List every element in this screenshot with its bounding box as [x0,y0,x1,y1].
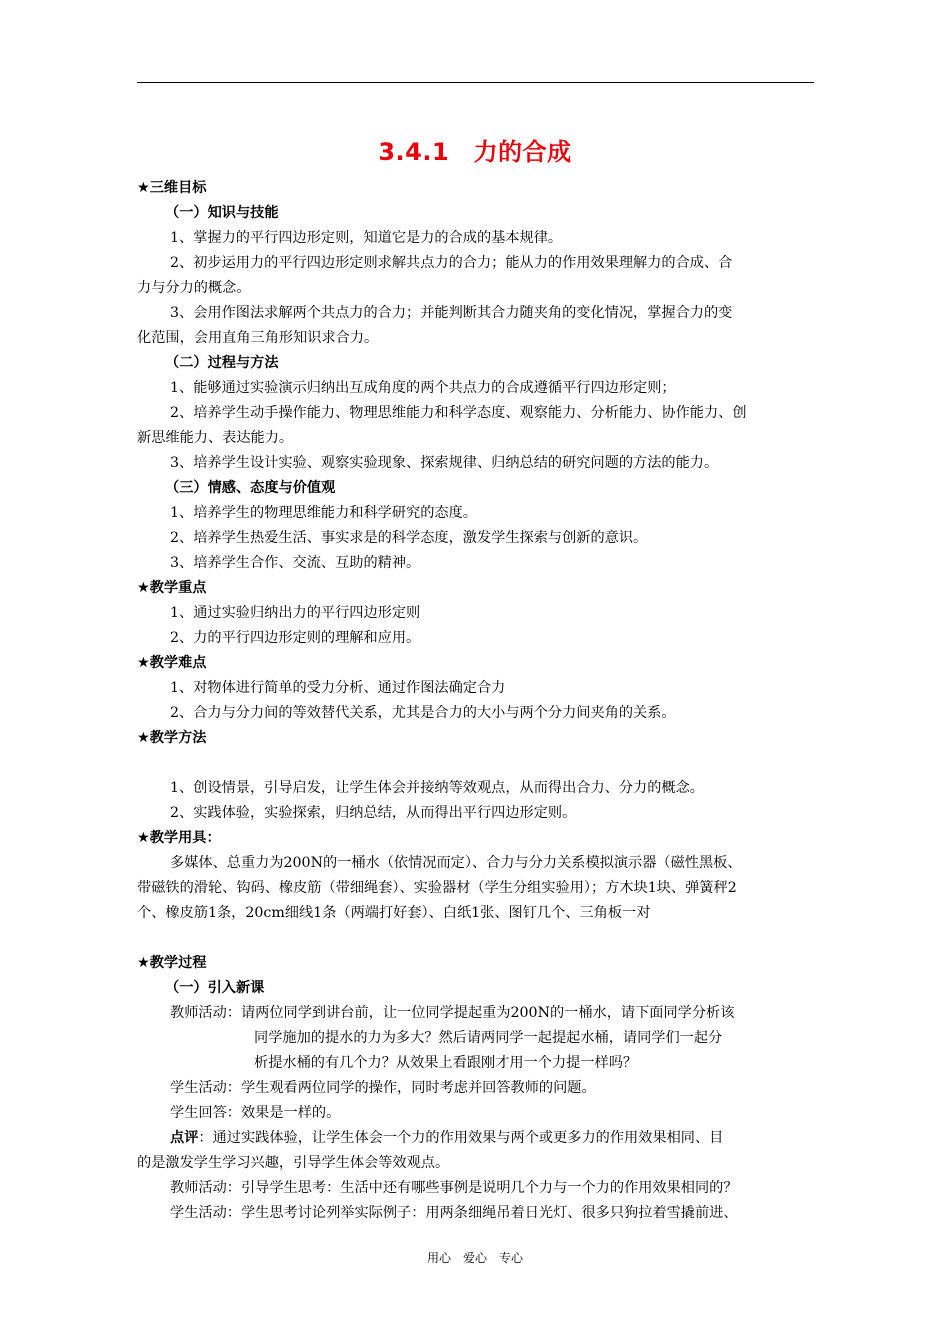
section-difficulties: ★教学难点 [137,655,207,671]
paragraph-line: 2、初步运用力的平行四边形定则求解共点力的合力；能从力的作用效果理解力的合成、合 [170,255,733,271]
paragraph-line: 1、对物体进行简单的受力分析、通过作图法确定合力 [170,680,506,696]
paragraph-line: 1、能够通过实验演示归纳出互成角度的两个共点力的合成遵循平行四边形定则； [170,380,676,396]
page-footer: 用心 爱心 专心 [426,1251,523,1265]
paragraph-line: 2、培养学生动手操作能力、物理思维能力和科学态度、观察能力、分析能力、协作能力、创 [170,405,747,421]
paragraph-line: 学生活动：学生观看两位同学的操作，同时考虑并回答教师的问题。 [170,1080,596,1096]
comment-text: ：通过实践体验，让学生体会一个力的作用效果与两个或更多力的作用效果相同、目 [198,1130,724,1146]
paragraph-line: 3、会用作图法求解两个共点力的合力；并能判断其合力随夹角的变化情况，掌握合力的变 [170,305,733,321]
paragraph-line: 2、实践体验，实验探索，归纳总结，从而得出平行四边形定则。 [170,805,577,821]
paragraph-line: 3、培养学生设计实验、观察实验现象、探索规律、归纳总结的研究问题的方法的能力。 [170,455,719,471]
section-methods: ★教学方法 [137,730,207,746]
paragraph-line: 2、培养学生热爱生活、事实求是的科学态度，激发学生探索与创新的意识。 [170,530,648,546]
header-rule [137,82,814,83]
paragraph-line: 的是激发学生学习兴趣，引导学生体会等效观点。 [137,1155,450,1171]
subsection-emotion: （三）情感、态度与价值观 [165,480,336,496]
section-procedure: ★教学过程 [137,955,207,971]
paragraph-line: 力与分力的概念。 [137,280,251,296]
paragraph-line: 多媒体、总重力为200N的一桶水（依情况而定）、合力与分力关系模拟演示器（磁性黑板、 [170,855,742,871]
paragraph-line: 1、培养学生的物理思维能力和科学研究的态度。 [170,505,477,521]
paragraph-line: 1、掌握力的平行四边形定则，知道它是力的合成的基本规律。 [170,230,563,246]
spacer [137,926,817,951]
section-tools: ★教学用具： [137,830,221,846]
paragraph-line: 同学施加的提水的力为多大？然后请两同学一起提起水桶，请同学们一起分 [254,1030,723,1046]
paragraph-line: 2、力的平行四边形定则的理解和应用。 [170,630,421,646]
document-body [137,176,817,1226]
section-key-points: ★教学重点 [137,580,207,596]
subsection-intro: （一）引入新课 [165,980,265,996]
subsection-process: （二）过程与方法 [165,355,279,371]
paragraph-line: 教师活动：引导学生思考：生活中还有哪些事例是说明几个力与一个力的作用效果相同的？ [170,1180,738,1196]
paragraph-line: 2、合力与分力间的等效替代关系，尤其是合力的大小与两个分力间夹角的关系。 [170,705,676,721]
spacer [137,751,817,776]
paragraph-line: 1、通过实验归纳出力的平行四边形定则 [170,605,421,621]
page-title: 3.4.1 力的合成 [378,138,572,166]
paragraph-line: 个、橡皮筋1条，20cm细线1条（两端打好套）、白纸1张、图钉几个、三角板一对 [137,905,651,921]
paragraph-line: 析提水桶的有几个力？从效果上看跟刚才用一个力提一样吗？ [254,1055,638,1071]
paragraph-line: 学生活动：学生思考讨论列举实际例子：用两条细绳吊着日光灯、很多只狗拉着雪撬前进、 [170,1205,738,1221]
paragraph-line: 1、创设情景，引导启发，让学生体会并接纳等效观点，从而得出合力、分力的概念。 [170,780,704,796]
paragraph-line: 化范围，会用直角三角形知识求合力。 [137,330,379,346]
paragraph-line [137,1126,817,1151]
paragraph-line: 教师活动：请两位同学到讲台前，让一位同学提起重为200N的一桶水，请下面同学分析该 [170,1005,735,1021]
paragraph-line: 3、培养学生合作、交流、互助的精神。 [170,555,421,571]
comment-label: 点评 [170,1130,199,1146]
paragraph-line: 带磁铁的滑轮、钩码、橡皮筋（带细绳套）、实验器材（学生分组实验用）；方木块1块、弹簧秤2 [137,880,737,896]
paragraph-line: 学生回答：效果是一样的。 [170,1105,341,1121]
paragraph-line: 新思维能力、表达能力。 [137,430,294,446]
subsection-knowledge: （一）知识与技能 [165,205,279,221]
section-goals: ★三维目标 [137,180,207,196]
